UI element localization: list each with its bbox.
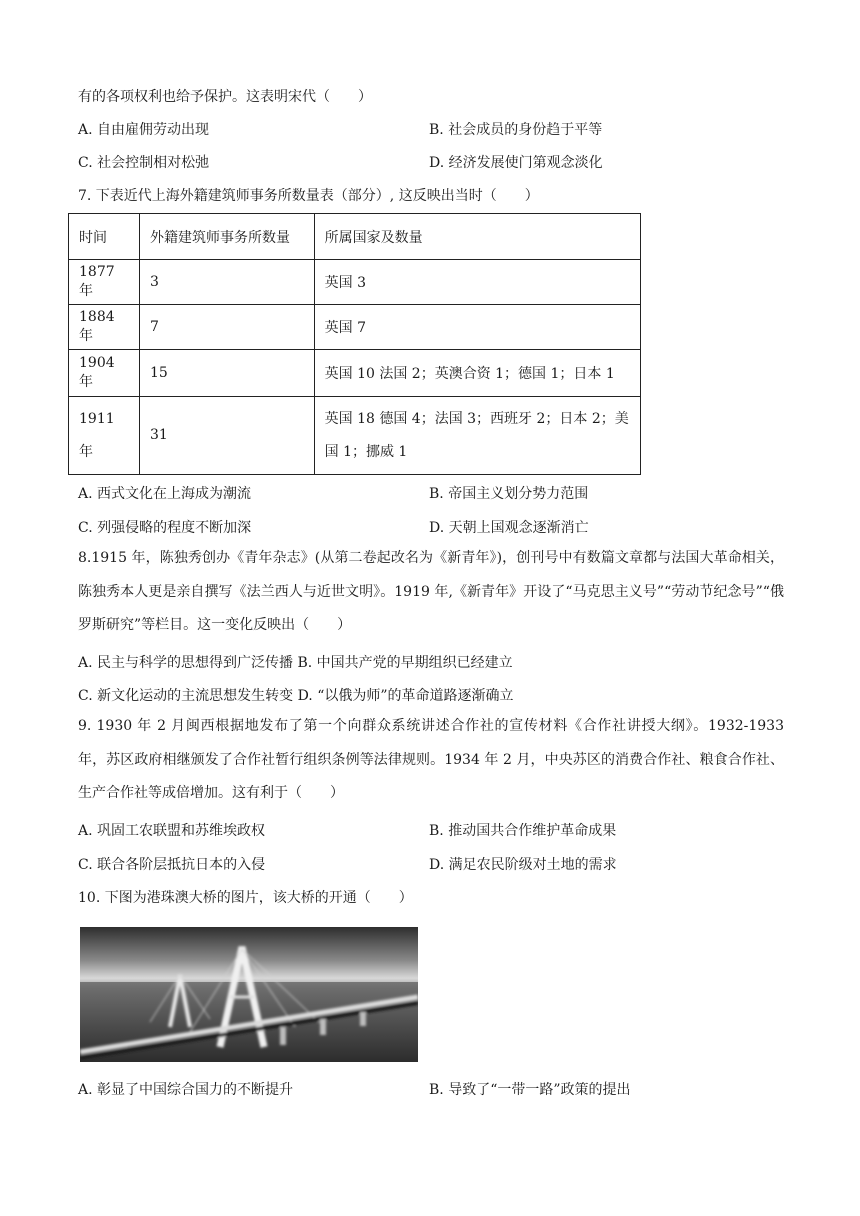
table-cell: 1877 年: [69, 260, 140, 305]
q6-option-c[interactable]: C. 社会控制相对松弛: [78, 155, 210, 171]
q6-options-row-1: [78, 120, 778, 140]
q7-option-d[interactable]: D. 天朝上国观念逐渐消亡: [429, 520, 589, 536]
table-cell: 1884 年: [69, 305, 140, 350]
table-cell: 英国 7: [314, 305, 640, 350]
q7-option-b[interactable]: B. 帝国主义划分势力范围: [429, 486, 589, 502]
q7-option-a[interactable]: A. 西式文化在上海成为潮流: [78, 486, 252, 502]
table-row: [69, 350, 641, 397]
architect-firms-table: [68, 213, 641, 475]
q6-options-row-2: [78, 153, 778, 173]
table-row: [69, 397, 641, 475]
q8-stem: 8.1915 年，陈独秀创办《青年杂志》(从第二卷起改名为《新青年》)，创刊号中有数篇文章都与法国大革命相关，陈独秀本人更是亲自撰写《法兰西人与近世文明》。1919 年,《新青年》开设了“马克思主义号”“劳动节纪念号”“俄罗斯研究”等栏目。这一变化反映出（ ）: [78, 550, 784, 633]
q10-option-a[interactable]: A. 彰显了中国综合国力的不断提升: [78, 1082, 294, 1098]
q8-option-cd[interactable]: C. 新文化运动的主流思想发生转变 D. “以俄为师”的革命道路逐渐确立: [78, 688, 514, 704]
table-cell: 31: [139, 397, 314, 475]
q7-option-c[interactable]: C. 列强侵略的程度不断加深: [78, 520, 252, 536]
q9-option-a[interactable]: A. 巩固工农联盟和苏维埃政权: [78, 823, 266, 839]
table-header-cell: 时间: [69, 214, 140, 260]
q9-options-row-2: [78, 855, 778, 875]
table-cell: 7: [139, 305, 314, 350]
table-row: [69, 305, 641, 350]
table-cell: 英国 10 法国 2；英澳合资 1；德国 1；日本 1: [314, 350, 640, 397]
q10-option-b[interactable]: B. 导致了“一带一路”政策的提出: [429, 1082, 631, 1098]
q8-option-ab[interactable]: A. 民主与科学的思想得到广泛传播 B. 中国共产党的早期组织已经建立: [78, 655, 513, 671]
table-cell: 1911 年: [69, 397, 140, 475]
q7-stem: 7. 下表近代上海外籍建筑师事务所数量表（部分）, 这反映出当时（ ）: [78, 188, 539, 204]
q9-option-b[interactable]: B. 推动国共合作维护革命成果: [429, 823, 617, 839]
q9-option-d[interactable]: D. 满足农民阶级对土地的需求: [429, 857, 617, 873]
table-cell: 英国 18 德国 4；法国 3；西班牙 2；日本 2；美国 1；挪威 1: [314, 397, 640, 475]
table-header-cell: 所属国家及数量: [314, 214, 640, 260]
table-cell: 英国 3: [314, 260, 640, 305]
q10-stem: 10. 下图为港珠澳大桥的图片，该大桥的开通（ ）: [78, 890, 413, 906]
table-header-cell: 外籍建筑师事务所数量: [139, 214, 314, 260]
table-cell: 1904 年: [69, 350, 140, 397]
table-cell: 15: [139, 350, 314, 397]
table-cell: 3: [139, 260, 314, 305]
bridge-photo: [80, 927, 418, 1062]
q7-options-row-1: [78, 484, 778, 504]
q6-option-b[interactable]: B. 社会成员的身份趋于平等: [429, 122, 603, 138]
q7-options-row-2: [78, 518, 778, 538]
bridge-image: [80, 927, 418, 1062]
q9-option-c[interactable]: C. 联合各阶层抵抗日本的入侵: [78, 857, 266, 873]
q10-options-row-1: [78, 1080, 778, 1100]
q6-option-a[interactable]: A. 自由雇佣劳动出现: [78, 122, 210, 138]
q6-stem-tail: 有的各项权利也给予保护。这表明宋代（ ）: [78, 89, 372, 105]
q6-option-d[interactable]: D. 经济发展使门第观念淡化: [429, 155, 603, 171]
q9-options-row-1: [78, 821, 778, 841]
table-header-row: [69, 214, 641, 260]
q9-stem: 9. 1930 年 2 月闽西根据地发布了第一个向群众系统讲述合作社的宣传材料《合作社讲授大纲》。1932-1933 年，苏区政府相继颁发了合作社暂行组织条例等法律规则。1934 年 2 月，中央苏区的消费合作社、粮食合作社、生产合作社等成倍增加。这有利于（ ）: [78, 718, 784, 801]
table-row: [69, 260, 641, 305]
